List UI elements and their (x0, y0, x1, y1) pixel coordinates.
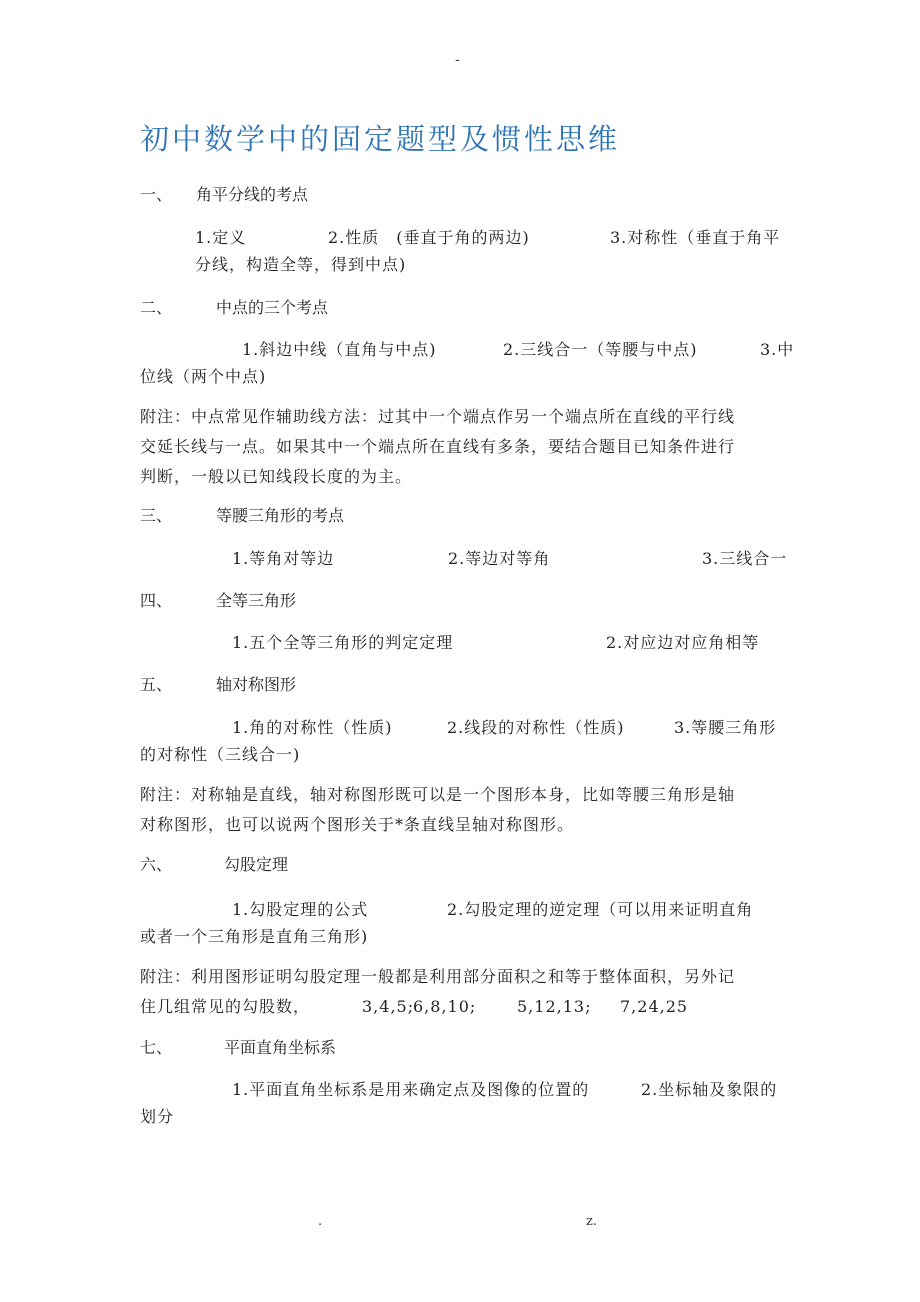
item-4-1: 1.五个全等三角形的判定定理 (232, 633, 454, 652)
item-6-continuation: 或者一个三角形是直角三角形) (140, 927, 369, 946)
item-2-2: 2.三线合一（等腰与中点) (503, 340, 698, 359)
section-heading-4 (140, 588, 296, 611)
section-title: 轴对称图形 (216, 675, 297, 694)
item-6-1: 1.勾股定理的公式 (232, 900, 369, 919)
section-heading-1 (140, 182, 308, 205)
item-5-1: 1.角的对称性（性质) (232, 718, 393, 737)
section-number: 六、 (140, 855, 173, 874)
note-line (140, 992, 790, 1022)
section-number: 一、 (140, 185, 173, 204)
note-6 (140, 962, 790, 1022)
pythagorean-triple: 3,4,5; (362, 997, 415, 1016)
item-5-continuation: 的对称性（三线合一) (140, 745, 301, 764)
section-title: 中点的三个考点 (216, 298, 329, 317)
item-7-1: 1.平面直角坐标系是用来确定点及图像的位置的 (232, 1080, 590, 1099)
note-line: 附注：利用图形证明勾股定理一般都是利用部分面积之和等于整体面积，另外记 (140, 967, 736, 986)
item-4-2: 2.对应边对应角相等 (606, 633, 760, 652)
item-5-3: 3.等腰三角形 (674, 718, 777, 737)
note-line: 附注：中点常见作辅助线方法：过其中一个端点作另一个端点所在直线的平行线 (140, 407, 736, 426)
note-line: 附注：对称轴是直线，轴对称图形既可以是一个图形本身，比如等腰三角形是轴 (140, 785, 736, 804)
item-2-1: 1.斜边中线（直角与中点) (242, 340, 437, 359)
section-heading-6 (140, 852, 288, 875)
section-title: 平面直角坐标系 (224, 1038, 337, 1057)
item-3-2: 2.等边对等角 (448, 549, 551, 568)
section-title: 角平分线的考点 (196, 185, 309, 204)
item-5-2: 2.线段的对称性（性质) (447, 718, 625, 737)
item-7-continuation: 划分 (140, 1107, 175, 1126)
section-number: 四、 (140, 591, 173, 610)
item-7-2: 2.坐标轴及象限的 (641, 1080, 778, 1099)
section-number: 五、 (140, 675, 173, 694)
note-line: 交延长线与一点。如果其中一个端点所在直线有多条，要结合题目已知条件进行 (140, 437, 736, 456)
section-title: 等腰三角形的考点 (216, 506, 345, 525)
section-heading-5 (140, 672, 296, 695)
document-title: 初中数学中的固定题型及惯性思维 (140, 122, 621, 156)
section-number: 三、 (140, 506, 173, 525)
header-mark: - (455, 52, 460, 68)
footer-right: z. (586, 1214, 597, 1229)
pythagorean-triple: 7,24,25 (620, 997, 689, 1016)
section-heading-2 (140, 295, 328, 318)
section-number: 二、 (140, 298, 173, 317)
section-title: 勾股定理 (224, 855, 289, 874)
item-2-3: 3.中 (760, 340, 795, 359)
item-6-2: 2.勾股定理的逆定理（可以用来证明直角 (447, 900, 754, 919)
note-2 (140, 402, 790, 492)
note-line: 判断，一般以已知线段长度的为主。 (140, 467, 413, 486)
note-5 (140, 780, 790, 840)
pythagorean-triple: 6,8,10; (413, 997, 477, 1016)
item-1-3: 3.对称性（垂直于角平 (610, 228, 781, 247)
item-3-1: 1.等角对等边 (232, 549, 335, 568)
section-number: 七、 (140, 1038, 173, 1057)
item-3-3: 3.三线合一 (702, 549, 788, 568)
section-title: 全等三角形 (216, 591, 297, 610)
item-1-2: 2.性质 (垂直于角的两边) (328, 228, 530, 247)
item-2-continuation: 位线（两个中点) (140, 367, 267, 386)
pythagorean-triple: 5,12,13; (517, 997, 592, 1016)
footer-left: . (318, 1214, 323, 1229)
item-1-continuation: 分线，构造全等，得到中点) (195, 255, 407, 274)
item-1-1: 1.定义 (195, 228, 247, 247)
note-prefix: 住几组常见的勾股数， (140, 997, 311, 1016)
section-heading-7 (140, 1035, 336, 1058)
note-line: 对称图形，也可以说两个图形关于*条直线呈轴对称图形。 (140, 815, 575, 834)
section-heading-3 (140, 503, 344, 526)
